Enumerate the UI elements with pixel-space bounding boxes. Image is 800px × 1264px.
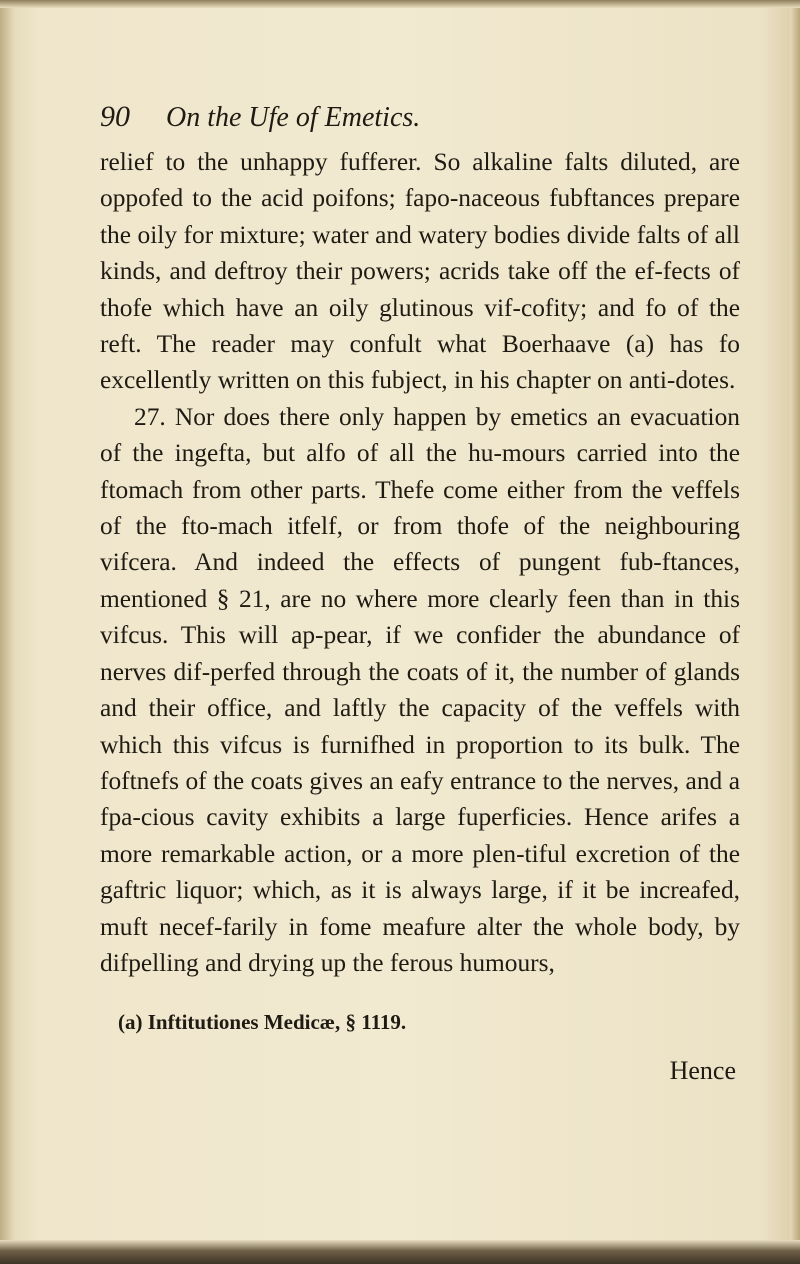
footnote: (a) Inftitutiones Medicæ, § 1119.: [118, 1010, 407, 1034]
paragraph-27: 27. Nor does there only happen by emetics an evacuation of the ingefta, but alfo of all the hu-mours carried into the ftomach from other parts. Thefe come either from the veffels of the fto-mach itfelf, or from thofe of the neighbouring vifcera. And indeed the effects of pungent fub-ftances, mentioned § 21, are no where more clearly feen than in this vifcus. This will ap-pear, if we confider the abundance of nerves dif-perfed through the coats of it, the number of glands and their office, and laftly the capacity of the veffels with which this vifcus is furnifhed in proportion to its bulk. The foftnefs of the coats gives an eafy entrance to the nerves, and a fpa-cious cavity exhibits a large fuperficies. Hence arifes a more remarkable action, or a more plen-tiful excretion of the gaftric liquor; which, as it is always large, if it be increafed, muft necef-farily in fome meafure alter the whole body, by difpelling and drying up the ferous humours,: [100, 402, 740, 977]
catchword: Hence: [669, 1056, 736, 1085]
running-title: On the Ufe of Emetics.: [166, 102, 421, 133]
page-header: [100, 100, 740, 140]
page-gutter-right: [790, 0, 800, 1264]
page-number: 90: [100, 100, 130, 133]
page-bottom-edge: [0, 1240, 800, 1264]
paragraph-continued: relief to the unhappy fufferer. So alkaline falts diluted, are oppofed to the acid poifons; fapo-naceous fubftances prepare the oily for mixture; water and watery bodies divide falts of all kinds, and deftroy their powers; acrids take off the ef-fects of thofe which have an oily glutinous vif-cofity; and fo of the reft. The reader may confult what Boerhaave (a) has fo excellently written on this fubject, in his chapter on anti-dotes.: [100, 148, 740, 395]
page-gutter-left: [0, 0, 14, 1264]
page-top-edge: [0, 0, 800, 8]
body-text: [100, 144, 740, 981]
